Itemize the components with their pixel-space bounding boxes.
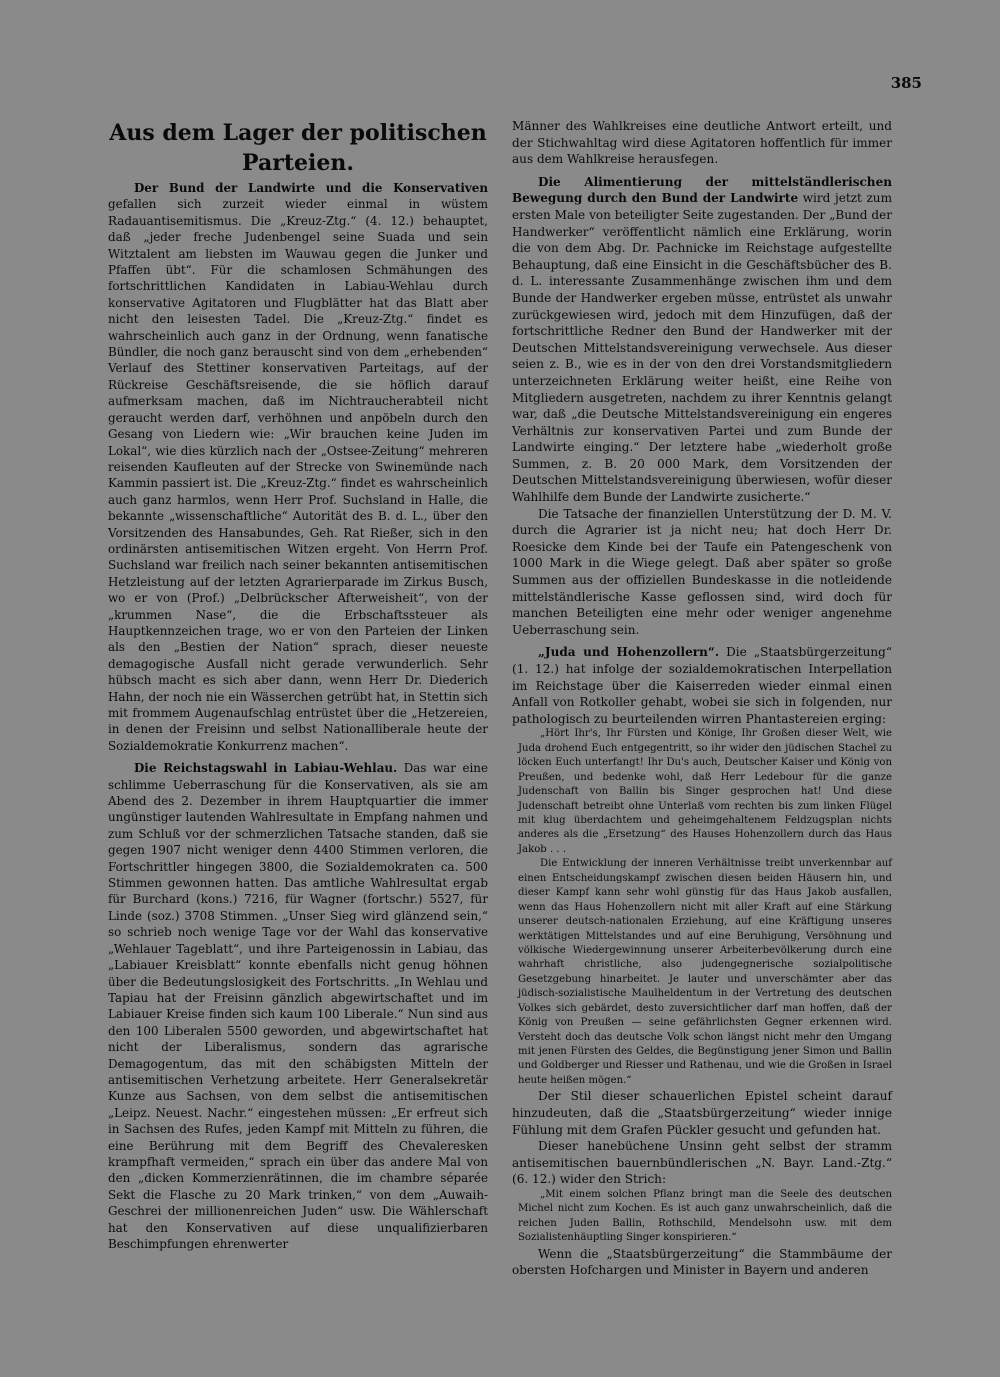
left-column [108,118,488,1252]
quote-paragraph: „Mit einem solchen Pflanz bringt man die Seele des deutschen Michel nicht zum Kochen. Es ist auch ganz unwahrscheinlich, daß die reichen Juden Ballin, Rothschild, Mendelsohn usw. mit dem Sozialistenhäuptling Singer konspirieren.“ [518,1188,892,1244]
paragraph-lead: „Juda und Hohenzollern“. [538,645,720,660]
paragraph-text: Das war eine schlimme Ueberraschung für die Konservativen, als sie am Abend des 2. Dezember in ihrem Hauptquartier die immer ungünstiger lautenden Wahlresultate in Empfang nahmen und zum Schluß vor der schmerzlichen Tatsache standen, daß sie gegen 1907 nicht weniger denn 4400 Stimmen verloren, die Fortschrittler hingegen 3800, die Sozialdemokraten ca. 500 Stimmen gewonnen hatten. Das amtliche Wahlresultat ergab für Burchard (kons.) 7216, für Wagner (fortschr.) 5527, für Linde (soz.) 3708 Stimmen. „Unser Sieg wird glänzend sein,“ so schrieb noch wenige Tage vor der Wahl das konservative „Wehlauer Tageblatt“, und ihre Parteigenossin in Labiau, das „Labiauer Kreisblatt“ konnte ebenfalls nicht genug höhnen über die Bedeutungslosigkeit des Fortschritts. „In Wehlau und Tapiau hat der Freisinn gänzlich abgewirtschaftet und im Labiauer Kreise finden sich kaum 100 Liberale.“ Nun sind aus den 100 Liberalen 5500 geworden, und abgewirtschaftet hat nicht der Liberalismus, sondern das agrarische Demagogentum, das mit den schäbigsten Mitteln der antisemitischen Verhetzung arbeitete. Herr Generalsekretär Kunze aus Sachsen, von dem selbst die antisemitischen „Leipz. Neuest. Nachr.“ eingestehen müssen: „Er erfreut sich in Sachsen des Rufes, jeden Kampf mit Mitteln zu führen, die eine Berührung mit dem Begriff des Chevaleresken krampfhaft vermeiden,“ sprach ein über das andere Mal von den „dicken Kommerzienrätinnen, die im chambre séparée Sekt die Flasche zu 20 Mark trinken,“ von dem „Auwaih-Geschrei der millionenreichen Juden“ usw. Die Wählerschaft hat den Konservativen auf diese unqualifizierbaren Beschimpfungen ehrenwerter [108,761,488,1251]
article-headline: Aus dem Lager der politischen Parteien. [109,120,487,176]
paragraph-text: gefallen sich zurzeit wieder einmal in wüstem Radauantisemitismus. Die „Kreuz-Ztg.“ (4. 12.) behauptet, daß „jeder freche Judenbengel seine Suada und sein Witztalent am liebsten im Wauwau gegen die Junker und Pfaffen übt“. Für die schamlosen Schmähungen des fortschrittlichen Kandidaten in Labiau-Wehlau durch konservative Agitatoren und Flugblätter hat das Blatt aber nicht den leisesten Tadel. Die „Kreuz-Ztg.“ findet es wahrscheinlich auch ganz in der Ordnung, wenn fanatische Bündler, die noch ganz berauscht sind von dem „erhebenden“ Verlauf des Stettiner konservativen Parteitags, auf der Rückreise Geschäftsreisende, die sie höflich darauf aufmerksam machen, daß im Nichtraucherabteil nicht geraucht werden darf, verhöhnen und anpöbeln durch den Gesang von Liedern wie: „Wir brauchen keine Juden im Lokal“, wie dies kürzlich nach der „Ostsee-Zeitung“ mehreren reisenden Kaufleuten auf der Strecke von Swinemünde nach Kammin passiert ist. Die „Kreuz-Ztg.“ findet es wahrscheinlich auch ganz harmlos, wenn Herr Prof. Suchsland in Halle, die bekannte „wissenschaftliche“ Autorität des B. d. L., über den Vorsitzenden des Hansabundes, Geh. Rat Rießer, sich in den ordinärsten antisemitischen Witzen ergeht. Von Herrn Prof. Suchsland war freilich nach seiner bekannten antisemitischen Hetzleistung auf der letzten Agrarierparade im Zirkus Busch, wo er von (Prof.) „Delbrückscher Afterweisheit“, von der „krummen Nase“, die die Erbschaftssteuer als Hauptkennzeichen trage, wo er von den Parteien der Linken als den „Bestien der Nation“ sprach, dieser neueste demagogische Ausfall nicht gerade verwunderlich. Sehr hübsch macht es sich aber dann, wenn Herr Dr. Diederich Hahn, der noch nie ein Wässerchen getrübt hat, in Stettin sich mit frommem Augenaufschlag entrüstet über die „Hetzereien, in denen der Freisinn und selbst Nationalliberale heute der Sozialdemokratie Konkurrenz machen“. [108,197,488,753]
paragraph [512,118,892,168]
page-number: 385 [890,74,922,92]
paragraph-text: Die „Staatsbürgerzeitung“ (1. 12.) hat infolge der sozialdemokratischen Interpellation im Reichstage über die Kaiserreden wieder einmal einen Anfall von Rotkoller gehabt, wobei sie sich in folgenden, nur pathologisch zu beurteilenden wirren Phantastereien erging: [512,645,892,726]
paragraph-text: Wenn die „Staatsbürgerzeitung“ die Stammbäume der obersten Hofchargen und Minister in Bayern und anderen [512,1246,892,1278]
paragraph [512,1138,892,1188]
paragraph [512,644,892,727]
block-quote [512,1188,892,1246]
paragraph [512,1088,892,1138]
block-quote [512,727,892,1088]
paragraph [512,174,892,506]
paragraph [108,760,488,1252]
right-column [512,118,892,1279]
paragraph-text: wird jetzt zum ersten Male von beteiligter Seite zugestanden. Der „Bund der Handwerker“ veröffentlicht nämlich eine Erklärung, worin die von dem Abg. Dr. Pachnicke im Reichstage aufgestellte Behauptung, daß eine Einsicht in die Geschäftsbücher des B. d. L. interessante Zusammenhänge zwischen ihm und dem Bunde der Handwerker ergeben müsse, entrüstet als unwahr zurückgewiesen wird, jedoch mit dem Hinzufügen, daß der fortschrittliche Redner den Bund der Handwerker mit der Deutschen Mittelstandsvereinigung verwechsele. Aus dieser seien z. B., wie es in der von den drei Vorstandsmitgliedern unterzeichneten Erklärung weiter heißt, eine Reihe von Mitgliedern ausgetreten, nachdem zu ihrer Kenntnis gelangt war, daß „die Deutsche Mittelstandsvereinigung ein engeres Verhältnis zur konservativen Partei und zum Bunde der Landwirte einging.“ Der letztere habe „wiederholt große Summen, z. B. 20 000 Mark, dem Vorsitzenden der Deutschen Mittelstandsvereinigung überwiesen, wofür dieser Wahlhilfe dem Bunde der Landwirte zusicherte.“ [512,191,892,505]
quote-paragraph: Die Entwicklung der inneren Verhältnisse treibt unverkennbar auf einen Entscheidungskampf zwischen diesen beiden Häusern hin, und dieser Kampf kann sehr wohl günstig für das Haus Jakob ausfallen, wenn das Haus Hohenzollern nicht mit aller Kraft auf eine Stärkung unserer deutsch-nationalen Erziehung, auf eine Kräftigung unseres werktätigen Mittelstandes und auf eine Beruhigung, Versöhnung und völkische Wiedergewinnung unserer Arbeiterbevölkerung durch eine wahrhaft christliche, also judengegnerische sozialpolitische Gesetzgebung hinarbeitet. Je lauter und unverschämter aber das jüdisch-sozialistische Maulheldentum in der Vertretung des deutschen Volkes sich gebärdet, desto zuversichtlicher darf man hoffen, daß der König von Preußen — seine gefährlichsten Gegner erkennen wird. Versteht doch das deutsche Volk schon längst nicht mehr den Umgang mit jenen Fürsten des Geldes, die Begünstigung jener Simon und Ballin und Goldberger und Riesser und Rathenau, und wie die Großen in Israel heute heißen mögen.“ [518,858,892,1086]
paragraph-text: Der Stil dieser schauerlichen Epistel scheint darauf hinzudeuten, daß die „Staatsbürgerzeitung“ wieder innige Fühlung mit dem Grafen Pückler gesucht und gefunden hat. [512,1089,892,1137]
paragraph [512,506,892,639]
paragraph-lead: Die Reichstagswahl in Labiau-Wehlau. [134,761,398,776]
quote-paragraph: „Hört Ihr's, Ihr Fürsten und Könige, Ihr Großen dieser Welt, wie Juda drohend Euch entgegentritt, so ihr wider den jüdischen Stachel zu löcken Euch unterfangt! Ihr Du's auch, Deutscher Kaiser und König von Preußen, und bedenke wohl, daß Herr Ledebour für die ganze Judenschaft von Ballin bis Singer gesprochen hat! Und diese Judenschaft betreibt ohne Unterlaß vom rechten bis zum linken Flügel mit klug überdachtem und geheimgehaltenem Feldzugsplan nichts anderes als die „Ersetzung“ des Hauses Hohenzollern durch das Haus Jakob . . . [518,728,892,855]
paragraph-text: Dieser hanebüchene Unsinn geht selbst der stramm antisemitischen bauernbündlerischen „N. Bayr. Land.-Ztg.“ (6. 12.) wider den Strich: [512,1139,892,1187]
paragraph-text: Männer des Wahlkreises eine deutliche Antwort erteilt, und der Stichwahltag wird diese Agitatoren hoffentlich für immer aus dem Wahlkreise herausfegen. [512,119,892,167]
paragraph [512,1246,892,1279]
paragraph [108,180,488,754]
paragraph-lead: Der Bund der Landwirte und die Konservativen [134,181,488,195]
paragraph-lead: Die Alimentierung der mittelständlerischen Bewegung durch den Bund der Landwirte [512,174,892,206]
paragraph-text: Die Tatsache der finanziellen Unterstützung der D. M. V. durch die Agrarier ist ja nicht neu; hat doch Herr Dr. Roesicke dem Kinde bei der Taufe ein Patengeschenk von 1000 Mark in die Wiege gelegt. Daß aber später so große Summen aus der offiziellen Bundeskasse in die notleidende mittelständlerische Kasse geflossen sind, wird doch für manchen Beteiligten eine mehr oder weniger angenehme Ueberraschung sein. [512,506,892,637]
